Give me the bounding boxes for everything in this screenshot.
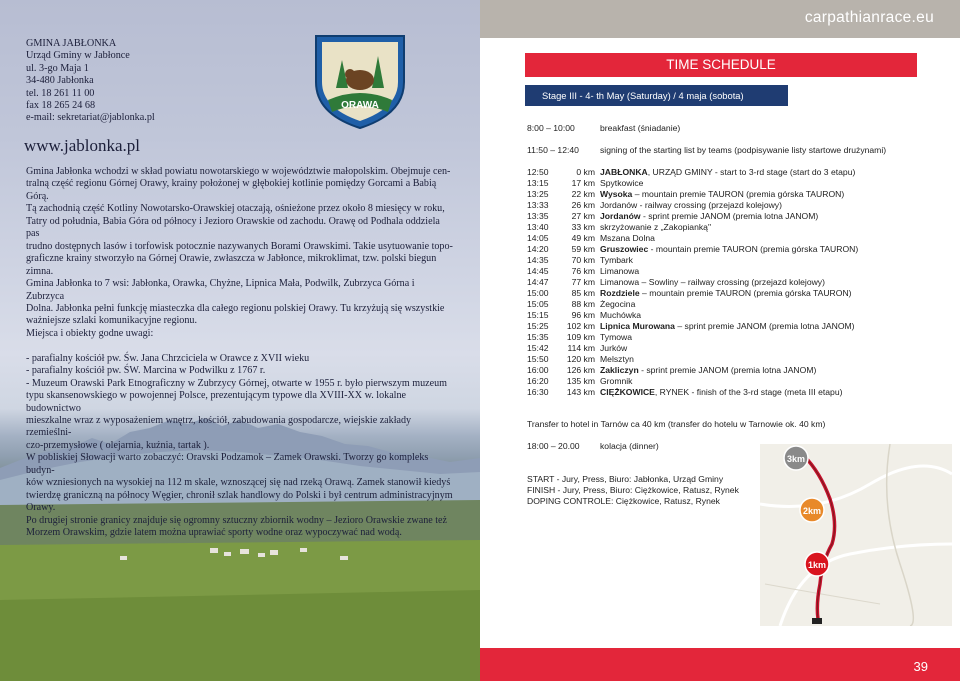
time: 14:05	[527, 233, 549, 244]
time: 14:35	[527, 255, 549, 266]
location-detail: Limanowa – Sowliny – railway crossing (przejazd kolejowy)	[600, 277, 825, 288]
route-map	[760, 444, 952, 626]
time: 12:50	[527, 167, 549, 177]
location	[600, 211, 818, 221]
time: 13:15	[527, 178, 549, 189]
stage-title: Stage III - 4- th May (Saturday) / 4 maja (sobota)	[525, 85, 788, 106]
time: 16:20	[527, 376, 549, 387]
location	[600, 387, 842, 397]
marker-label: 1km	[807, 560, 827, 570]
distance: 143 km	[566, 387, 595, 398]
time: 13:35	[527, 211, 549, 222]
location-bold: Gruszowiec	[600, 244, 649, 255]
location	[600, 266, 639, 276]
contact-line: e-mail: sekretariat@jablonka.pl	[26, 112, 155, 124]
time: 15:42	[527, 343, 549, 354]
description: signing of the starting list by teams (podpisywanie listy startowe drużynami)	[600, 145, 887, 155]
time: 16:00	[527, 365, 549, 376]
distance: 17 km	[571, 178, 595, 189]
info-block	[527, 474, 739, 507]
distance: 85 km	[571, 288, 595, 299]
distance: 49 km	[571, 233, 595, 244]
location	[600, 365, 816, 375]
marker-1km	[805, 552, 829, 576]
contact-line: tel. 18 261 11 00	[26, 87, 95, 99]
location	[600, 288, 852, 298]
location	[600, 310, 641, 320]
info-line: DOPING CONTROLE: Ciężkowice, Ratusz, Rynek	[527, 496, 720, 506]
website-link[interactable]: www.jablonka.pl	[24, 136, 140, 155]
time: 15:05	[527, 299, 549, 310]
page-number: 39	[913, 659, 928, 674]
time: 13:25	[527, 189, 549, 200]
location-bold: Wysoka	[600, 189, 633, 200]
location	[600, 189, 844, 199]
paragraph: Gmina Jabłonka wchodzi w skład powiatu nowotarskiego w województwie małopolskim. Obejmuje cen- tralną część regionu Górnej Orawy, krainy położonej w głębokiej kotlinie pomiędzy Gorcami a Babią Górą. Tą zachodnią część Kotliny Nowotarsko-Orawskiej otaczają, ośnieżone przez około 8 miesięcy w roku, Tatry od południa, Babia Góra od północy i Jezioro Orawskie od zachodu. Orawę od Podhala oddziela pas trudno dostępnych lasów i torfowisk potocznie nazywanych Borami Orawskimi. Takie usytuowanie topo- graficzne krainy stworzyło na Górnej Orawie, zwłaszcza w Jabłonce, mikroklimat, tzw. polski biegun zimna. Gmina Jabłonka to 7 wsi: Jabłonka, Orawka, Chyżne, Lipnica Mała, Podwilk, Zubrzyca Górna i Zubrzyca Dolna. Jabłonka pełni funkcję miasteczka dla całego regionu polskiej Orawy. Tu krzyżują się wszystkie ważniejsze szlaki komunikacyjne regionu. Miejsca i obiekty godne uwagi:	[26, 166, 453, 339]
contact-line: GMINA JABŁONKA	[26, 38, 117, 49]
location	[600, 222, 711, 232]
header-bar	[480, 0, 960, 38]
distance: 70 km	[571, 255, 595, 266]
distance: 102 km	[566, 321, 595, 332]
location	[600, 343, 627, 353]
location-detail: Jordanów - railway crossing (przejazd kolejowy)	[600, 200, 782, 211]
distance: 22 km	[571, 189, 595, 200]
time: 13:40	[527, 222, 549, 233]
time: 15:00	[527, 288, 549, 299]
location-detail: Melsztyn	[600, 354, 634, 365]
contact-line: fax 18 265 24 68	[26, 100, 96, 112]
contact-line: 34-480 Jabłonka	[26, 75, 94, 87]
marker-label: 3km	[786, 454, 806, 464]
distance: 109 km	[566, 332, 595, 343]
distance: 0 km	[576, 167, 595, 177]
contact-line: Urząd Gminy w Jabłonce	[26, 50, 130, 62]
contact-block	[26, 38, 155, 125]
location-bold: CIĘŻKOWICE	[600, 387, 655, 398]
location	[600, 354, 634, 364]
distance: 114 km	[567, 343, 595, 354]
distance: 33 km	[571, 222, 595, 233]
contact-line: ul. 3-go Maja 1	[26, 62, 89, 74]
info-line: START - Jury, Press, Biuro: Jabłonka, Urząd Gminy	[527, 474, 724, 484]
location	[600, 277, 825, 287]
location-bold: JABŁONKA	[600, 167, 648, 177]
distance: 135 km	[566, 376, 595, 387]
distance: 77 km	[571, 277, 595, 288]
distance: 59 km	[571, 244, 595, 255]
marker-label: 2km	[802, 506, 822, 516]
distance: 88 km	[571, 299, 595, 310]
location-detail: - mountain premie TAURON (premia górska TAURON)	[648, 244, 859, 255]
location	[600, 167, 855, 177]
location-bold: Rozdziele	[600, 288, 640, 299]
location-detail: Spytkowice	[600, 178, 644, 189]
orawa-logo	[310, 30, 410, 130]
distance: 27 km	[571, 211, 595, 222]
time: 14:45	[527, 266, 549, 277]
time: 8:00 – 10:00	[527, 123, 575, 133]
distance: 126 km	[566, 365, 595, 376]
location-detail: - sprint premie JANOM (premia lotna JANOM)	[640, 211, 819, 222]
description: kolacja (dinner)	[600, 441, 659, 451]
location	[600, 233, 655, 243]
location-detail: , RYNEK - finish of the 3-rd stage (meta III etapu)	[654, 387, 843, 398]
time: 15:35	[527, 332, 549, 343]
location	[600, 376, 632, 386]
info-line: FINISH - Jury, Press, Biuro: Ciężkowice, Ratusz, Rynek	[527, 485, 739, 495]
location-detail: Gromnik	[600, 376, 633, 387]
distance: 96 km	[571, 310, 595, 321]
location-bold: Jordanów	[600, 211, 641, 222]
location	[600, 255, 633, 265]
location	[600, 178, 643, 188]
location-detail: , URZĄD GMINY - start to 3-rd stage (start do 3 etapu)	[647, 167, 856, 177]
location-detail: Tymbark	[600, 255, 633, 266]
time: 11:50 – 12:40	[527, 145, 579, 155]
location-detail: Mszana Dolna	[600, 233, 655, 244]
location	[600, 299, 635, 309]
description: breakfast (śniadanie)	[600, 123, 681, 133]
time: 13:33	[527, 200, 549, 211]
time: 18:00 – 20.00	[527, 441, 580, 451]
location-detail: Muchówka	[600, 310, 642, 321]
location-detail: – mountain premie TAURON (premia górska TAURON)	[632, 189, 845, 200]
location-detail: Jurków	[600, 343, 628, 354]
time: 14:20	[527, 244, 549, 255]
location	[600, 200, 782, 210]
distance: 76 km	[571, 266, 595, 277]
footer-bar	[480, 648, 960, 681]
distance: 26 km	[571, 200, 595, 211]
logo-text: ORAWA	[341, 100, 379, 111]
location-bold: Lipnica Murowana	[600, 321, 675, 332]
location-detail: Limanowa	[600, 266, 640, 277]
location-detail: – sprint premie JANOM (premia lotna JANOM)	[674, 321, 855, 332]
location-detail: - sprint premie JANOM (premia lotna JANOM)	[638, 365, 817, 376]
location-detail: skrzyżowanie z „Zakopianką"	[600, 222, 711, 233]
site-name[interactable]: carpathianrace.eu	[804, 9, 934, 26]
paragraph: - parafialny kościół pw. Św. Jana Chrzciciela w Orawce z XVII wieku - parafialny kościół pw. ŚW. Marcina w Podwilku z 1767 r. - Muzeum Orawski Park Etnograficzny w Zubrzycy Górnej, otwarte w 1955 r. było pierwszym muzeum typu skansenowskiego w powojennej Polsce, prezentującym typowe dla XVIII-XX w. lokalne budownictwo mieszkalne wraz z wyposażeniem wnętrz, kościół, zabudowania gospodarcze, wiejskie zakłady rzemieślni- czo-przemysłowe ( olejarnia, kuźnia, tartak ). W pobliskiej Słowacji warto zobaczyć: Oravski Podzamok – Zamek Orawski. Tworzy go kompleks budyn- ków wzniesionych na wysokiej na 112 m skale, wznoszącej się nad rzeką Orawą. Zamek stanowił kiedyś twierdzę graniczną na północy Węgier, chronił szlak handlowy do Polski i był centrum administracyjnym Orawy. Po drugiej stronie granicy znajduje się ogromny sztuczny zbiornik wodny – Jezioro Orawskie zwane też Morzem Orawskim, gdzie latem można uprawiać sporty wodne oraz wypoczywać nad wodą.	[26, 352, 453, 539]
transfer-note: Transfer to hotel in Tarnów ca 40 km (transfer do hotelu w Tarnowie ok. 40 km)	[527, 419, 826, 429]
location-bold: Zakliczyn	[600, 365, 639, 376]
location-detail: – mountain premie TAURON (premia górska TAURON)	[639, 288, 852, 299]
location-detail: Żegocina	[600, 299, 636, 310]
location	[600, 244, 858, 254]
time: 14:47	[527, 277, 549, 288]
marker-2km	[800, 498, 824, 522]
section-title: TIME SCHEDULE	[525, 53, 917, 77]
location	[600, 332, 632, 342]
description-text	[26, 166, 454, 540]
distance: 120 km	[566, 354, 595, 365]
time: 15:25	[527, 321, 549, 332]
location	[600, 321, 855, 331]
time: 15:15	[527, 310, 549, 321]
time: 16:30	[527, 387, 549, 398]
finish-flag-icon	[812, 618, 822, 624]
marker-3km	[784, 446, 808, 470]
location-detail: Tymowa	[600, 332, 632, 343]
time: 15:50	[527, 354, 549, 365]
right-page	[480, 0, 960, 681]
